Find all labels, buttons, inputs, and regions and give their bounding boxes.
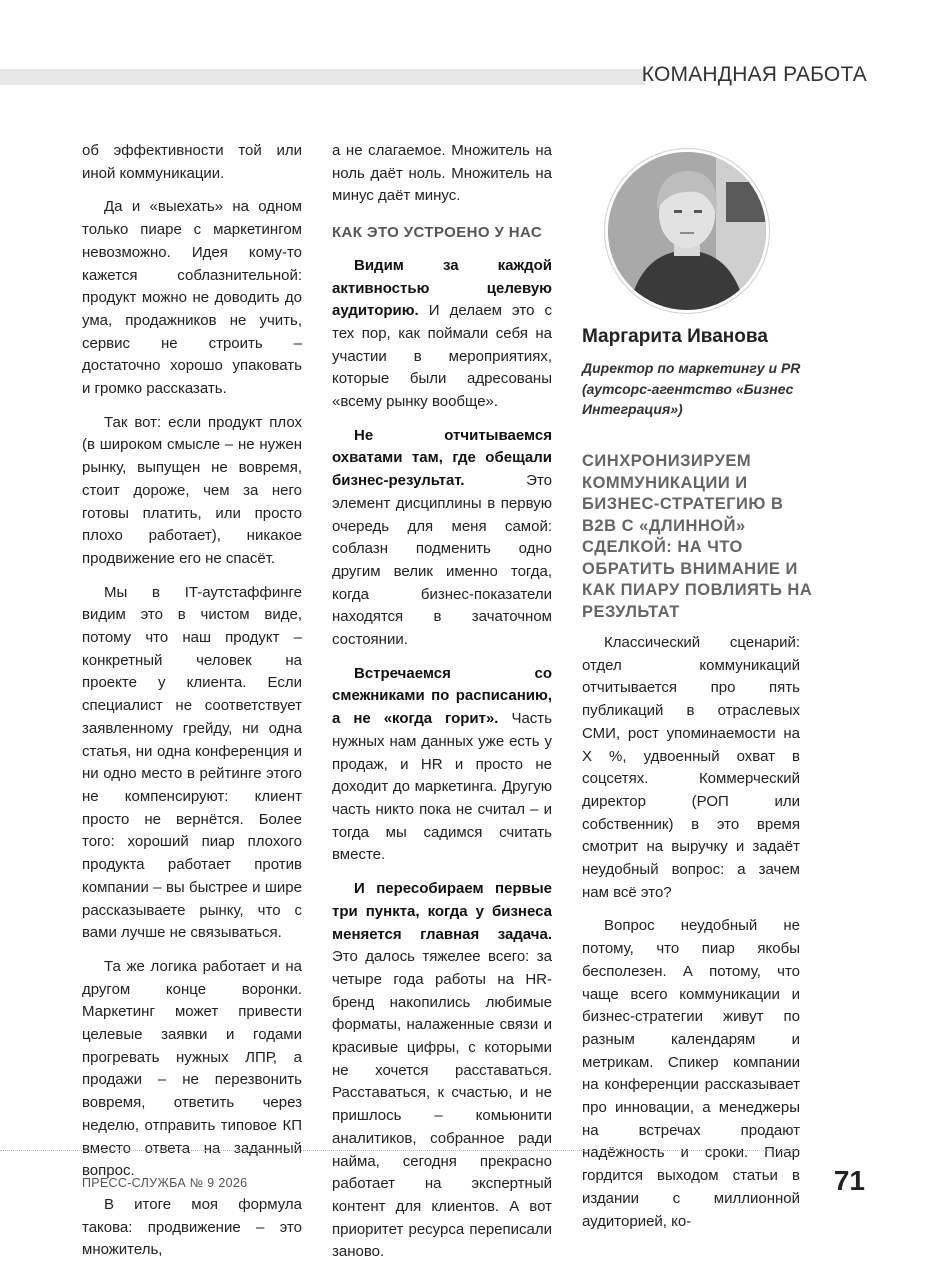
paragraph: Да и «выехать» на одном только пиаре с маркетингом невозможно. Идея кому-то кажется соблазнительной: продукт можно не доводить до ума, продажников не учить, сервис не строить – достаточно хорошо упаковать и громко рассказать. — [82, 198, 302, 398]
subheading: КАК ЭТО УСТРОЕНО У НАС — [332, 224, 543, 242]
bold-lead: Не отчитываемся охватами там, где обещали бизнес-результат. — [332, 426, 552, 490]
paragraph: Классический сценарий: отдел коммуникаций отчитывается про пять публикаций в отраслевых СМИ, рост упоминаемости на X %, удвоенный охват в соцсетях. Коммерческий директор (РОП или собственник) в это время смотрит на выручку и задаёт неудобный вопрос: а зачем нам всё это? — [582, 634, 800, 901]
bold-lead: И пересобираем первые три пункта, когда у бизнеса меняется главная задача. — [332, 880, 552, 943]
author-name: Маргарита Иванова — [582, 326, 768, 347]
paragraph-text: И делаем это с тех пор, как поймали себя на участии в мероприятиях, которые были адресованы «всему рынку вообще». — [332, 302, 552, 411]
bold-lead: Встречаемся со смежниками по расписанию, а не «когда горит». — [332, 664, 552, 728]
author-photo — [608, 152, 766, 310]
article-column-1 — [82, 140, 302, 1273]
paragraph: Так вот: если продукт плох (в широком смысле – не нужен рынку, выпущен не вовремя, стоит дороже, чем за него готовы платить, или просто плохо работает), никакое продвижение его не спасёт. — [82, 413, 302, 567]
paragraph — [332, 425, 552, 652]
bold-lead: Видим за каждой активностью целевую аудиторию. — [332, 256, 552, 320]
portrait-image — [608, 152, 766, 310]
paragraph-text: Часть нужных нам данных уже есть у продаж, и HR и просто не доходит до маркетинга. Другую часть никто пока не считал – и тогда мы садимся считать вместе. — [332, 710, 552, 864]
paragraph — [332, 255, 552, 414]
paragraph — [332, 878, 552, 1264]
paragraph: В итоге моя формула такова: продвижение – это множитель, — [82, 1195, 302, 1259]
paragraph: Вопрос неудобный не потому, что пиар якобы бесполезен. А потому, что чаще всего коммуникации и бизнес-стратегии живут по разным календарям и метрикам. Спикер компании на конференции рассказывает про инновации, а менеджеры на встречах продают надёжность и сроки. Пиар гордится выходом статьи в издании с миллионной аудиторией, ко- — [582, 917, 800, 1230]
page-number: 71 — [833, 1165, 865, 1196]
paragraph: а не слагаемое. Множитель на ноль даёт ноль. Множитель на минус даёт минус. — [332, 142, 552, 205]
article-headline: СИНХРОНИЗИРУЕМ КОММУНИКАЦИИ И БИЗНЕС-СТРАТЕГИЮ В B2B С «ДЛИННОЙ» СДЕЛКОЙ: НА ЧТО ОБРАТИТЬ ВНИМАНИЕ И КАК ПИАРУ ПОВЛИЯТЬ НА РЕЗУЛЬТАТ — [582, 452, 813, 621]
article-column-2 — [332, 140, 552, 1275]
footer-magazine: ПРЕСС-СЛУЖБА № 9 2026 — [82, 1176, 248, 1190]
paragraph-text: Это далось тяжелее всего: за четыре года работы на HR-бренд накопились любимые форматы, налаженные связи и красивые цифры, с которыми не хочется расставаться. Расставаться, к счастью, и не пришлось – комьюнити аналитиков, собранное ради найма, сегодня прекрасно работает на экспертный контент для клиентов. А вот приоритет ресурса переписали заново. — [332, 948, 552, 1261]
footer-rule — [0, 1150, 800, 1151]
section-title: КОМАНДНАЯ РАБОТА — [641, 63, 867, 86]
author-role: Директор по маркетингу и PR (аутсорс-агентство «Бизнес Интеграция») — [582, 360, 801, 417]
article-column-3 — [582, 632, 800, 1244]
paragraph — [332, 663, 552, 867]
paragraph: Та же логика работает и на другом конце воронки. Маркетинг может привести целевые заявки и годами прогревать нужных ЛПР, а продажи – не перезвонить вовремя, ответить через неделю, отправить типовое КП вместо ответа на заданный вопрос. — [82, 957, 302, 1180]
paragraph-text: Это элемент дисциплины в первую очередь для меня самой: соблазн подменить одно другим велик именно тогда, когда бизнес-показатели находятся в зачаточном состоянии. — [332, 472, 552, 649]
paragraph: Мы в IT-аутстаффинге видим это в чистом виде, потому что наш продукт – конкретный человек на проекте у клиента. Если специалист не соответствует заявленному грейду, ни одна статья, ни одна конференция и ни одно место в рейтинге этого не компенсируют: клиент просто не вернётся. Более того: хороший пиар плохого продукта работает против компании – вы быстрее и шире рассказываете рынку, что с вами лучше не связываться. — [82, 583, 302, 942]
paragraph: об эффективности той или иной коммуникации. — [82, 142, 302, 182]
header-bar — [0, 69, 645, 85]
